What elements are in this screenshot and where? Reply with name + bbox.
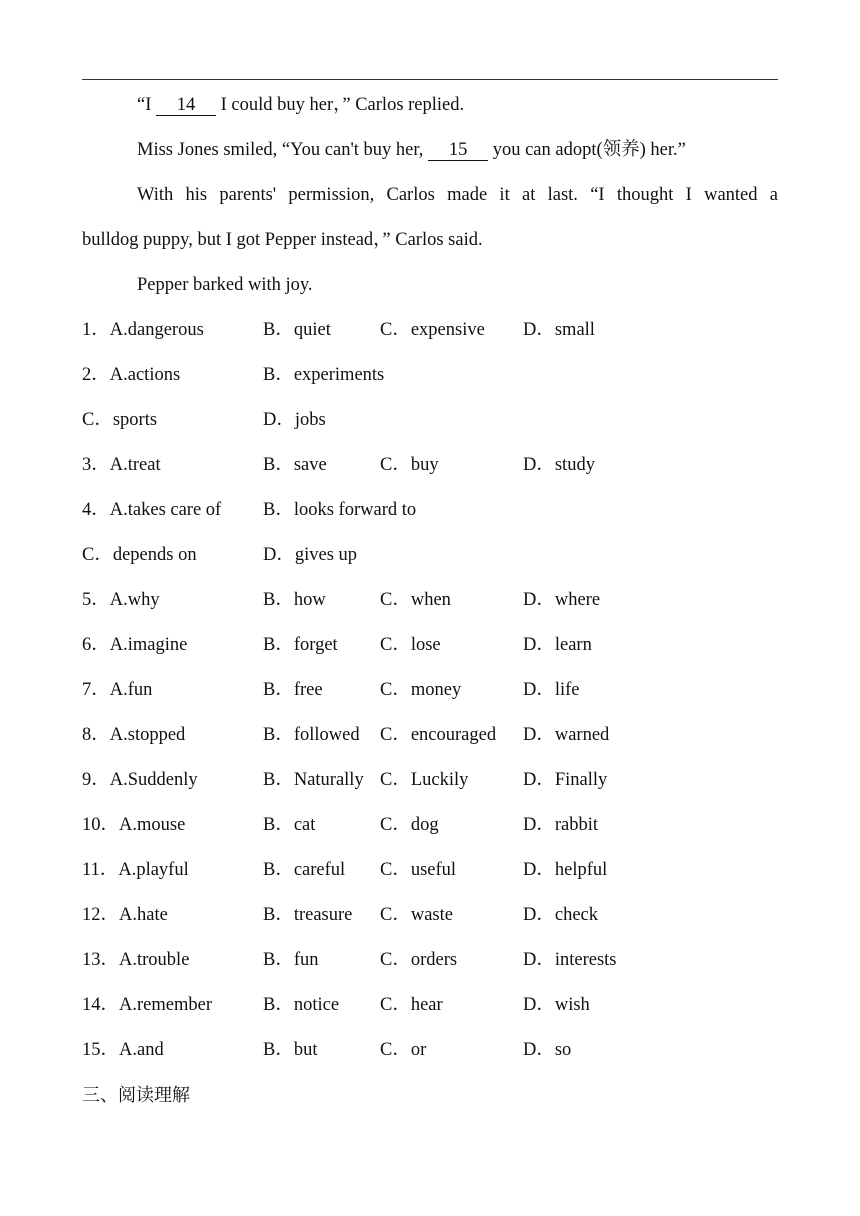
option-b: B．experiments xyxy=(263,365,385,385)
question-11-option-group xyxy=(82,858,189,882)
option-a: A.playful xyxy=(118,860,189,880)
option-a: A.mouse xyxy=(119,815,186,835)
option-c: C．orders xyxy=(380,950,458,970)
question-5-option-group xyxy=(380,588,451,612)
question-9-option-group xyxy=(523,768,607,792)
question-3-option-group xyxy=(82,453,161,477)
question-number: 4． xyxy=(82,500,110,520)
question-5-option-group xyxy=(82,588,160,612)
passage-line-1 xyxy=(137,93,464,117)
passage-line-2 xyxy=(137,138,686,162)
option-c: C．or xyxy=(380,1040,427,1060)
option-b: B．fun xyxy=(263,950,319,970)
question-number: 14． xyxy=(82,995,120,1015)
passage-line-3: With his parents' permission, Carlos made it at last. “I thought I wanted a xyxy=(137,185,778,205)
option-b: B．notice xyxy=(263,995,340,1015)
option-c: C．when xyxy=(380,590,451,610)
question-4-option-group xyxy=(82,498,221,522)
option-d: D．small xyxy=(523,320,595,340)
question-15-option-group xyxy=(523,1038,571,1062)
question-3-option-group xyxy=(263,453,327,477)
question-number: 5． xyxy=(82,590,110,610)
question-2-option-group xyxy=(82,363,180,387)
option-c: C．lose xyxy=(380,635,441,655)
question-number: 2． xyxy=(82,365,110,385)
question-number: 6． xyxy=(82,635,110,655)
option-a: A.fun xyxy=(109,680,153,700)
option-a: A.stopped xyxy=(109,725,186,745)
option-b: B．Naturally xyxy=(263,770,364,790)
question-11-option-group xyxy=(380,858,456,882)
question-11-option-group xyxy=(263,858,345,882)
question-5-option-group xyxy=(523,588,600,612)
question-number: 15． xyxy=(82,1040,120,1060)
option-c: C．sports xyxy=(82,410,158,430)
option-d: D．check xyxy=(523,905,598,925)
option-a: A.actions xyxy=(109,365,181,385)
question-10-option-group xyxy=(263,813,315,837)
question-number: 10． xyxy=(82,815,120,835)
option-d: D．jobs xyxy=(263,410,326,430)
question-2-option-group xyxy=(263,408,326,432)
option-c: C．buy xyxy=(380,455,439,475)
option-d: D．learn xyxy=(523,635,592,655)
question-5-option-group xyxy=(263,588,326,612)
question-13-option-group xyxy=(523,948,617,972)
question-2-option-group xyxy=(263,363,384,387)
question-14-option-group xyxy=(380,993,443,1017)
question-8-option-group xyxy=(523,723,609,747)
question-15-option-group xyxy=(263,1038,317,1062)
option-d: D．life xyxy=(523,680,580,700)
question-7-option-group xyxy=(380,678,461,702)
passage-text: I could buy her，” Carlos replied. xyxy=(216,95,465,115)
option-b: B．but xyxy=(263,1040,318,1060)
option-a: A.takes care of xyxy=(109,500,222,520)
question-13-option-group xyxy=(263,948,319,972)
option-a: A.Suddenly xyxy=(109,770,198,790)
question-9-option-group xyxy=(263,768,364,792)
question-4-option-group xyxy=(263,498,416,522)
question-13-option-group xyxy=(380,948,457,972)
blank-14: 14 xyxy=(156,95,216,116)
option-d: D．interests xyxy=(523,950,617,970)
question-12-option-group xyxy=(82,903,168,927)
question-6-option-group xyxy=(380,633,441,657)
option-d: D．study xyxy=(523,455,595,475)
option-d: D．where xyxy=(523,590,601,610)
option-b: B．how xyxy=(263,590,326,610)
option-c: C．hear xyxy=(380,995,443,1015)
option-a: A.why xyxy=(109,590,160,610)
question-4-option-group xyxy=(82,543,197,567)
option-b: B．followed xyxy=(263,725,360,745)
option-a: A.imagine xyxy=(109,635,188,655)
blank-15: 15 xyxy=(428,140,488,161)
option-a: A.treat xyxy=(109,455,161,475)
option-d: D．so xyxy=(523,1040,572,1060)
option-b: B．cat xyxy=(263,815,316,835)
question-6-option-group xyxy=(263,633,338,657)
option-c: C．depends on xyxy=(82,545,197,565)
question-10-option-group xyxy=(523,813,598,837)
question-11-option-group xyxy=(523,858,607,882)
question-1-option-group xyxy=(523,318,595,342)
question-6-option-group xyxy=(82,633,187,657)
question-3-option-group xyxy=(380,453,439,477)
question-6-option-group xyxy=(523,633,592,657)
question-13-option-group xyxy=(82,948,189,972)
option-c: C．Luckily xyxy=(380,770,469,790)
option-a: A.hate xyxy=(119,905,168,925)
question-7-option-group xyxy=(263,678,323,702)
option-b: B．quiet xyxy=(263,320,331,340)
section-heading: 三、阅读理解 xyxy=(82,1085,190,1106)
option-d: D．helpful xyxy=(523,860,608,880)
question-9-option-group xyxy=(380,768,468,792)
question-8-option-group xyxy=(380,723,496,747)
passage-text: Miss Jones smiled, “You can't buy her, xyxy=(137,140,429,160)
question-14-option-group xyxy=(82,993,212,1017)
question-14-option-group xyxy=(523,993,590,1017)
option-d: D．wish xyxy=(523,995,590,1015)
question-number: 9． xyxy=(82,770,110,790)
question-number: 13． xyxy=(82,950,120,970)
option-a: A.dangerous xyxy=(109,320,204,340)
question-4-option-group xyxy=(263,543,357,567)
question-number: 1． xyxy=(82,320,110,340)
question-2-option-group xyxy=(82,408,157,432)
option-c: C．useful xyxy=(380,860,457,880)
question-14-option-group xyxy=(263,993,339,1017)
question-number: 7． xyxy=(82,680,110,700)
question-number: 11． xyxy=(82,860,119,880)
option-a: A.and xyxy=(119,1040,164,1060)
question-number: 3． xyxy=(82,455,110,475)
option-c: C．money xyxy=(380,680,462,700)
passage-line-5: Pepper barked with joy. xyxy=(137,275,313,295)
option-c: C．waste xyxy=(380,905,453,925)
question-12-option-group xyxy=(263,903,352,927)
question-12-option-group xyxy=(380,903,453,927)
option-a: A.remember xyxy=(119,995,212,1015)
question-number: 8． xyxy=(82,725,110,745)
option-d: D．rabbit xyxy=(523,815,599,835)
question-15-option-group xyxy=(82,1038,164,1062)
option-d: D．warned xyxy=(523,725,610,745)
question-1-option-group xyxy=(263,318,331,342)
passage-line-4: bulldog puppy, but I got Pepper instead，” Carlos said. xyxy=(82,230,483,250)
option-d: D．Finally xyxy=(523,770,608,790)
option-b: B．forget xyxy=(263,635,338,655)
question-1-option-group xyxy=(82,318,204,342)
option-c: C．dog xyxy=(380,815,439,835)
option-c: C．encouraged xyxy=(380,725,497,745)
option-b: B．save xyxy=(263,455,327,475)
option-d: D．gives up xyxy=(263,545,358,565)
option-b: B．treasure xyxy=(263,905,353,925)
option-b: B．looks forward to xyxy=(263,500,417,520)
option-b: B．careful xyxy=(263,860,346,880)
header-rule xyxy=(82,79,778,80)
question-10-option-group xyxy=(380,813,439,837)
passage-text: “I xyxy=(137,95,156,115)
question-10-option-group xyxy=(82,813,185,837)
question-8-option-group xyxy=(263,723,360,747)
option-a: A.trouble xyxy=(119,950,190,970)
option-b: B．free xyxy=(263,680,323,700)
option-c: C．expensive xyxy=(380,320,485,340)
question-9-option-group xyxy=(82,768,198,792)
question-12-option-group xyxy=(523,903,598,927)
question-1-option-group xyxy=(380,318,485,342)
passage-text: you can adopt(领养) her.” xyxy=(488,140,686,160)
question-15-option-group xyxy=(380,1038,426,1062)
question-8-option-group xyxy=(82,723,185,747)
question-7-option-group xyxy=(82,678,152,702)
question-7-option-group xyxy=(523,678,580,702)
question-3-option-group xyxy=(523,453,595,477)
question-number: 12． xyxy=(82,905,120,925)
